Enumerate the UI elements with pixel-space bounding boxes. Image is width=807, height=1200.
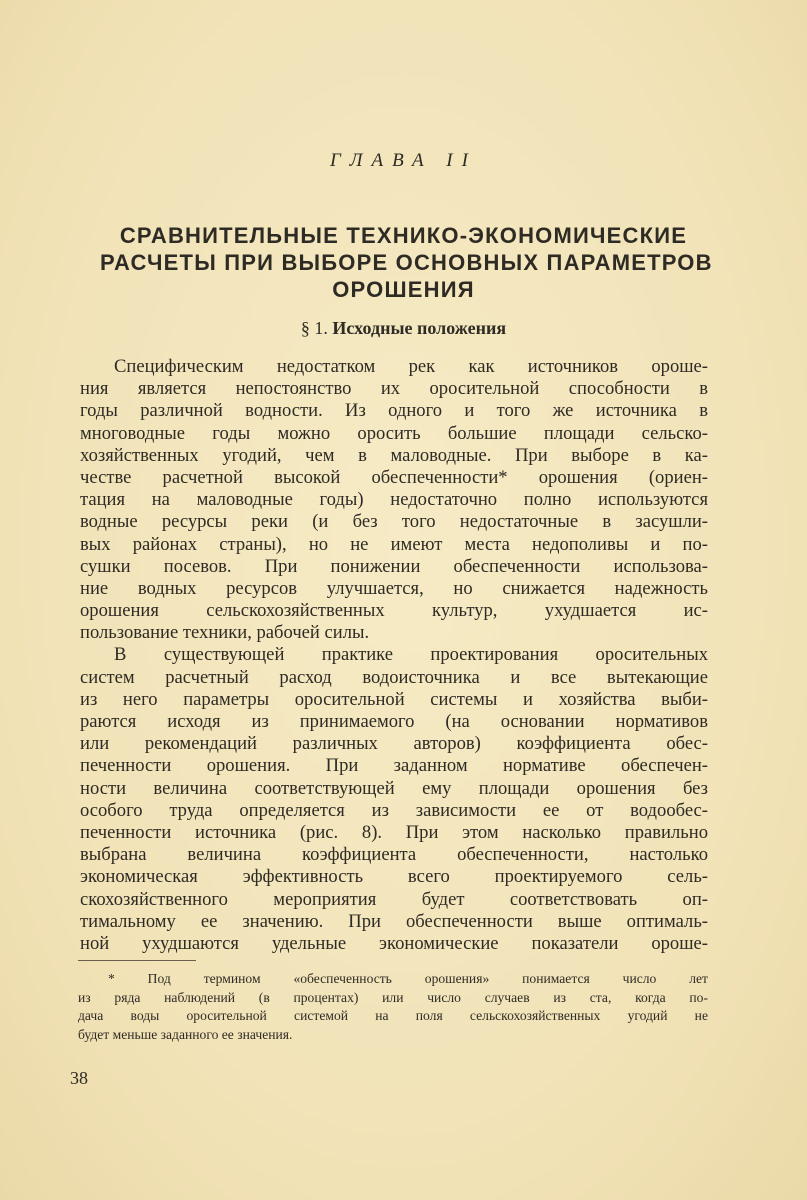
paragraph: [80, 644, 708, 955]
text-line: тимальному ее значению. При обеспеченности выше оптималь-: [80, 910, 708, 932]
section-heading: [0, 318, 807, 339]
text-line: систем расчетный расход водоисточника и все вытекающие: [80, 666, 708, 688]
text-line: водные ресурсы реки (и без того недостаточные в засушли-: [80, 511, 708, 533]
text-line: вых районах страны), но не имеют места недополивы и по-: [80, 533, 708, 555]
text-line: ности величина соответствующей ему площади орошения без: [80, 777, 708, 799]
text-line: выбрана величина коэффициента обеспеченности, настолько: [80, 844, 708, 866]
text-line: ние водных ресурсов улучшается, но снижается надежность: [80, 577, 708, 599]
body-text: [80, 356, 708, 955]
text-line: из него параметры оросительной системы и хозяйства выби-: [80, 688, 708, 710]
text-line: ной ухудшаются удельные экономические показатели ороше-: [80, 932, 708, 954]
text-line: сушки посевов. При понижении обеспеченности использова-: [80, 555, 708, 577]
footnote-line: * Под термином «обеспеченность орошения» понимается число лет: [108, 971, 708, 986]
text-line: экономическая эффективность всего проектируемого сель-: [80, 866, 708, 888]
text-line: особого труда определяется из зависимости ее от водообес-: [80, 799, 708, 821]
text-line: печенности орошения. При заданном нормативе обеспечен-: [80, 755, 708, 777]
text-line: печенности источника (рис. 8). При этом насколько правильно: [80, 821, 708, 843]
chapter-title-line: РАСЧЕТЫ ПРИ ВЫБОРЕ ОСНОВНЫХ ПАРАМЕТРОВ: [100, 250, 713, 275]
text-line: хозяйственных угодий, чем в маловодные. При выборе в ка-: [80, 444, 708, 466]
text-line: скохозяйственного мероприятия будет соответствовать оп-: [80, 888, 708, 910]
page-number: 38: [70, 1068, 88, 1088]
chapter-title: [100, 222, 713, 303]
text-line: честве расчетной высокой обеспеченности* орошения (ориен-: [80, 466, 708, 488]
text-line: В существующей практике проектирования оросительных: [114, 644, 708, 666]
footnote-line: дача воды оросительной системой на поля сельскохозяйственных угодий не: [78, 1008, 708, 1024]
footnote-line: из ряда наблюдений (в процентах) или число случаев из ста, когда по-: [78, 989, 708, 1005]
text-line: раются исходя из принимаемого (на основании нормативов: [80, 711, 708, 732]
text-line: Специфическим недостатком рек как источников ороше-: [114, 356, 708, 377]
chapter-title-line: ОРОШЕНИЯ: [332, 277, 475, 302]
section-number: § 1.: [300, 318, 328, 338]
text-line: тация на маловодные годы) недостаточно полно используются: [80, 489, 708, 511]
chapter-title-line: СРАВНИТЕЛЬНЫЕ ТЕХНИКО-ЭКОНОМИЧЕСКИЕ: [119, 223, 688, 248]
paragraph: [80, 356, 708, 644]
text-line: орошения сельскохозяйственных культур, ухудшается ис-: [80, 600, 708, 622]
text-line: ния является непостоянство их оросительной способности в: [80, 378, 708, 400]
footnote-line: будет меньше заданного ее значения.: [78, 1026, 293, 1042]
text-line: многоводные годы можно оросить большие площади сельско-: [80, 422, 708, 444]
chapter-heading: ГЛАВА II: [330, 150, 477, 171]
section-title: Исходные положения: [332, 318, 507, 338]
text-line: или рекомендаций различных авторов) коэффициента обес-: [80, 733, 708, 755]
footnote: [78, 970, 708, 1044]
footnote-divider: [78, 960, 196, 961]
text-line: годы различной водности. Из одного и того же источника в: [80, 400, 708, 422]
text-line: пользование техники, рабочей силы.: [80, 622, 370, 644]
